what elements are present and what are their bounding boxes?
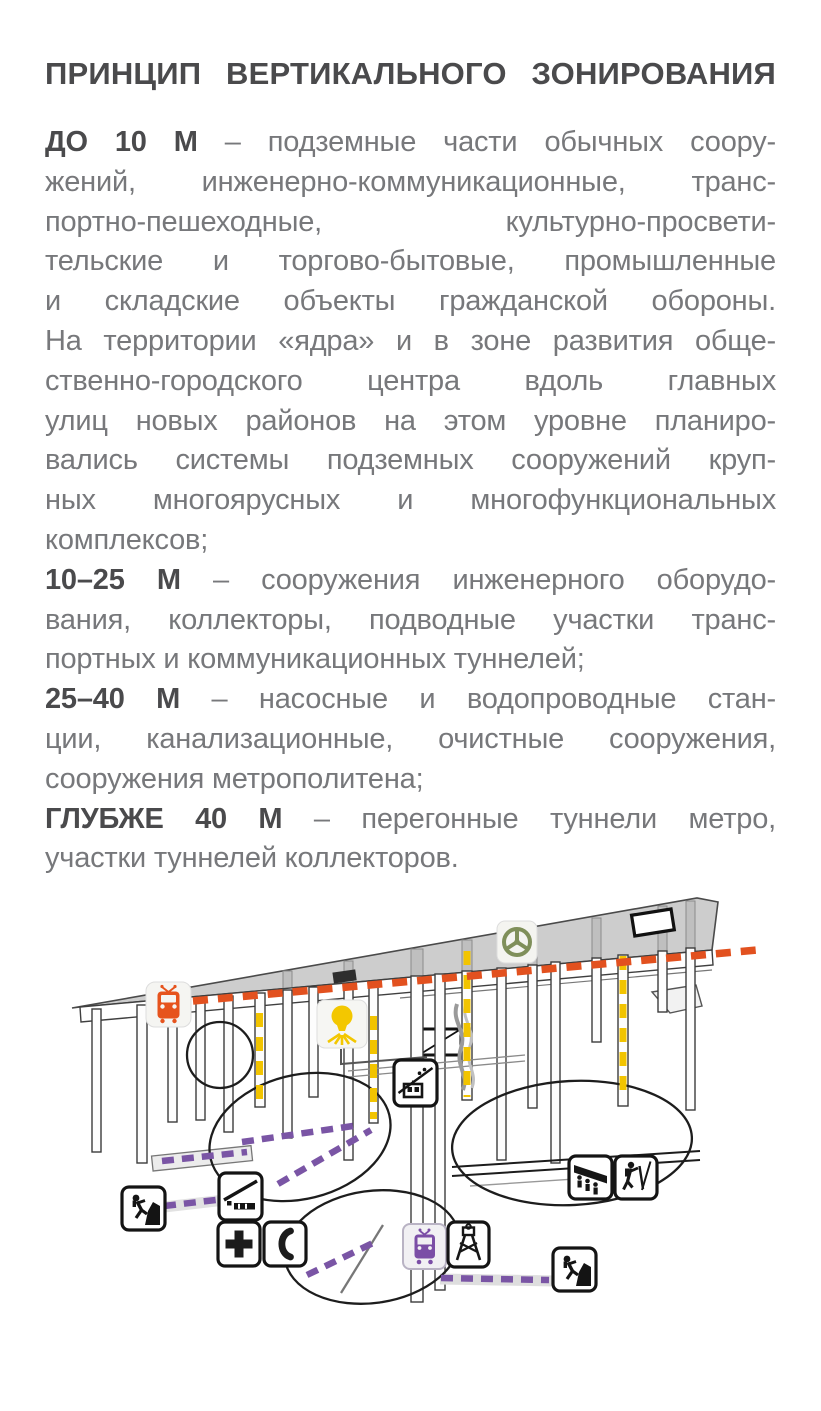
text-segment: улиц новых районов на этом уровне планиро- — [45, 404, 776, 437]
page-title: ПРИНЦИП ВЕРТИКАЛЬНОГО ЗОНИРОВАНИЯ — [45, 56, 776, 91]
text-segment: – сооружения инженерного оборудо- — [213, 563, 776, 596]
text-segment: жений, инженерно-коммуникационные, транс- — [45, 165, 776, 198]
stairs-up-person-icon — [122, 1187, 165, 1230]
text-segment: – насосные и водопроводные стан- — [211, 683, 776, 716]
text-segment: вались системы подземных сооружений круп- — [45, 444, 776, 477]
lightbulb-icon — [317, 1000, 367, 1048]
depth-range-label: 10–25 М — [45, 563, 181, 596]
depth-range-label: 25–40 М — [45, 683, 181, 716]
text-segment: комплексов; — [45, 523, 209, 556]
stairs-up-person-icon — [553, 1248, 596, 1291]
metro-train-icon — [403, 1224, 446, 1269]
text-segment: сооружения метрополитена; — [45, 762, 424, 795]
text-segment: – подземные части обычных соору- — [224, 126, 776, 158]
hiker-icon — [615, 1156, 657, 1199]
telephone-icon — [264, 1222, 306, 1266]
text-segment: вания, коллекторы, подводные участки транс- — [45, 603, 776, 636]
text-segment: – перегонные туннели метро, — [313, 802, 776, 835]
handwheel-valve-icon — [497, 921, 537, 963]
shelter-bed-icon — [219, 1173, 262, 1220]
text-segment: ных многоярусных и многофункциональных — [45, 484, 776, 517]
medical-cross-icon — [218, 1222, 260, 1266]
text-segment: и складские объекты гражданской обороны. — [45, 285, 776, 318]
text-segment: На территории «ядра» и в зоне развития обще- — [45, 324, 776, 357]
text-segment: ции, канализационные, очистные сооружения, — [45, 722, 776, 755]
depth-range-label: ГЛУБЖЕ 40 М — [45, 802, 283, 835]
text-segment: портных и коммуникационных туннелей; — [45, 643, 585, 676]
text-segment: портно-пешеходные, культурно-просвети- — [45, 205, 776, 238]
depth-range-label: ДО 10 М — [45, 126, 198, 158]
text-segment: участки туннелей коллекторов. — [45, 842, 459, 875]
text-segment: тельские и торгово-бытовые, промышленные — [45, 245, 776, 278]
tram-icon — [146, 982, 191, 1027]
escalator-icon — [569, 1156, 612, 1199]
cable-car-icon — [394, 1060, 437, 1106]
derrick-tower-icon — [448, 1222, 489, 1267]
text-segment: ственно-городского центра вдоль главных — [45, 364, 776, 397]
